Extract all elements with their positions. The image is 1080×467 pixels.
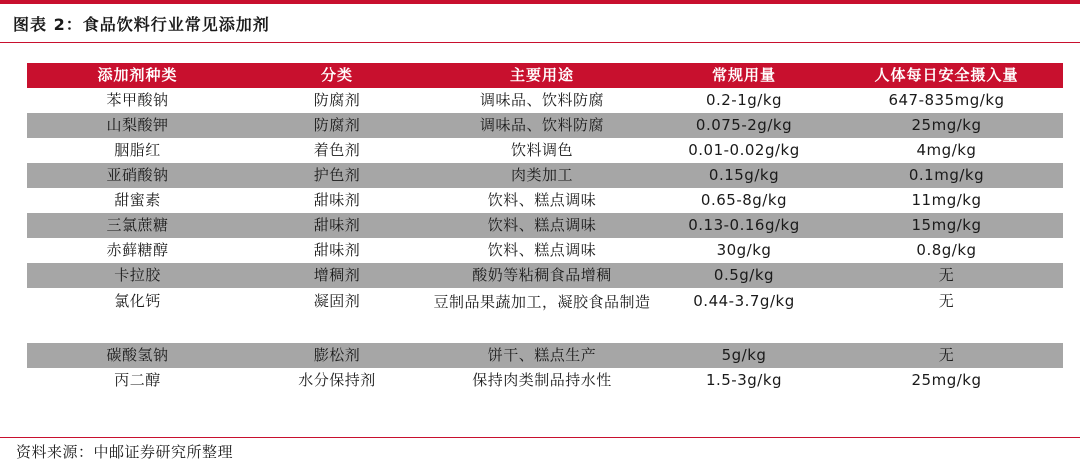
table-row (27, 113, 1063, 138)
table-row (27, 343, 1063, 368)
cell-intake: 25mg/kg (911, 116, 982, 134)
cell-dosage: 0.2-1g/kg (705, 91, 783, 109)
cell-dosage: 0.13-0.16g/kg (688, 216, 800, 234)
cell-additive: 赤藓糖醇 (106, 241, 169, 259)
footer-divider (0, 437, 1080, 438)
cell-additive: 亚硝酸钠 (106, 166, 169, 184)
cell-intake: 11mg/kg (911, 191, 982, 209)
cell-category: 膨松剂 (313, 346, 361, 364)
top-accent-rule (0, 0, 1080, 4)
table-row (27, 288, 1063, 343)
cell-dosage: 1.5-3g/kg (705, 371, 783, 389)
source-note: 资料来源：中邮证券研究所整理 (16, 443, 234, 461)
cell-dosage: 0.075-2g/kg (695, 116, 793, 134)
cell-dosage: 5g/kg (721, 346, 767, 364)
cell-category: 甜味剂 (313, 241, 361, 259)
cell-use: 饼干、糕点生产 (487, 346, 597, 364)
header-main-use: 主要用途 (509, 66, 574, 84)
cell-intake: 4mg/kg (916, 141, 977, 159)
cell-intake: 647-835mg/kg (888, 91, 1005, 109)
cell-additive: 氯化钙 (114, 292, 161, 310)
cell-additive: 丙二醇 (114, 371, 161, 389)
cell-category: 增稠剂 (313, 266, 361, 284)
figure-title: 图表 2：食品饮料行业常见添加剂 (13, 15, 270, 34)
cell-dosage: 0.65-8g/kg (700, 191, 788, 209)
cell-intake: 无 (938, 266, 955, 284)
cell-additive: 碳酸氢钠 (106, 346, 169, 364)
cell-dosage: 0.5g/kg (713, 266, 775, 284)
header-additive-type: 添加剂种类 (97, 66, 178, 84)
cell-use: 肉类加工 (510, 166, 573, 184)
cell-use: 调味品、饮料防腐 (479, 91, 604, 109)
table-row (27, 238, 1063, 263)
cell-intake: 0.1mg/kg (908, 166, 985, 184)
cell-category: 防腐剂 (313, 91, 361, 109)
cell-use: 饮料、糕点调味 (487, 241, 597, 259)
cell-dosage: 0.15g/kg (708, 166, 780, 184)
table-row (27, 263, 1063, 288)
cell-dosage: 0.01-0.02g/kg (688, 141, 800, 159)
table-row (27, 368, 1063, 393)
cell-additive: 卡拉胶 (114, 266, 161, 284)
title-divider (0, 42, 1080, 43)
table-row (27, 88, 1063, 113)
cell-dosage: 30g/kg (716, 241, 772, 259)
cell-intake: 0.8g/kg (916, 241, 977, 259)
table-row (27, 138, 1063, 163)
cell-use: 保持肉类制品持水性 (472, 371, 612, 389)
table-row (27, 213, 1063, 238)
cell-additive: 山梨酸钾 (106, 116, 169, 134)
cell-category: 护色剂 (313, 166, 361, 184)
cell-intake: 25mg/kg (911, 371, 982, 389)
cell-use: 饮料、糕点调味 (487, 216, 597, 234)
cell-intake: 无 (938, 346, 955, 364)
cell-use: 饮料调色 (510, 141, 573, 159)
cell-category: 防腐剂 (313, 116, 361, 134)
header-normal-dosage: 常规用量 (711, 66, 776, 84)
cell-intake: 15mg/kg (911, 216, 982, 234)
cell-use: 酸奶等粘稠食品增稠 (472, 266, 612, 284)
cell-category: 甜味剂 (313, 216, 361, 234)
table-row (27, 163, 1063, 188)
table-row (27, 188, 1063, 213)
cell-use: 豆制品果蔬加工，凝胶食品制造 (433, 293, 651, 311)
cell-category: 甜味剂 (313, 191, 361, 209)
cell-additive: 三氯蔗糖 (106, 216, 169, 234)
table-header-row (27, 63, 1063, 88)
cell-category: 水分保持剂 (298, 371, 376, 389)
cell-additive: 甜蜜素 (114, 191, 161, 209)
header-daily-intake: 人体每日安全摄入量 (874, 66, 1019, 84)
cell-use: 调味品、饮料防腐 (479, 116, 604, 134)
cell-use: 饮料、糕点调味 (487, 191, 597, 209)
cell-category: 凝固剂 (313, 292, 361, 310)
header-category: 分类 (320, 66, 353, 84)
additives-table (27, 63, 1063, 393)
cell-additive: 胭脂红 (114, 141, 161, 159)
cell-additive: 苯甲酸钠 (106, 91, 169, 109)
cell-dosage: 0.44-3.7g/kg (693, 292, 795, 310)
cell-intake: 无 (938, 292, 955, 310)
cell-category: 着色剂 (313, 141, 361, 159)
